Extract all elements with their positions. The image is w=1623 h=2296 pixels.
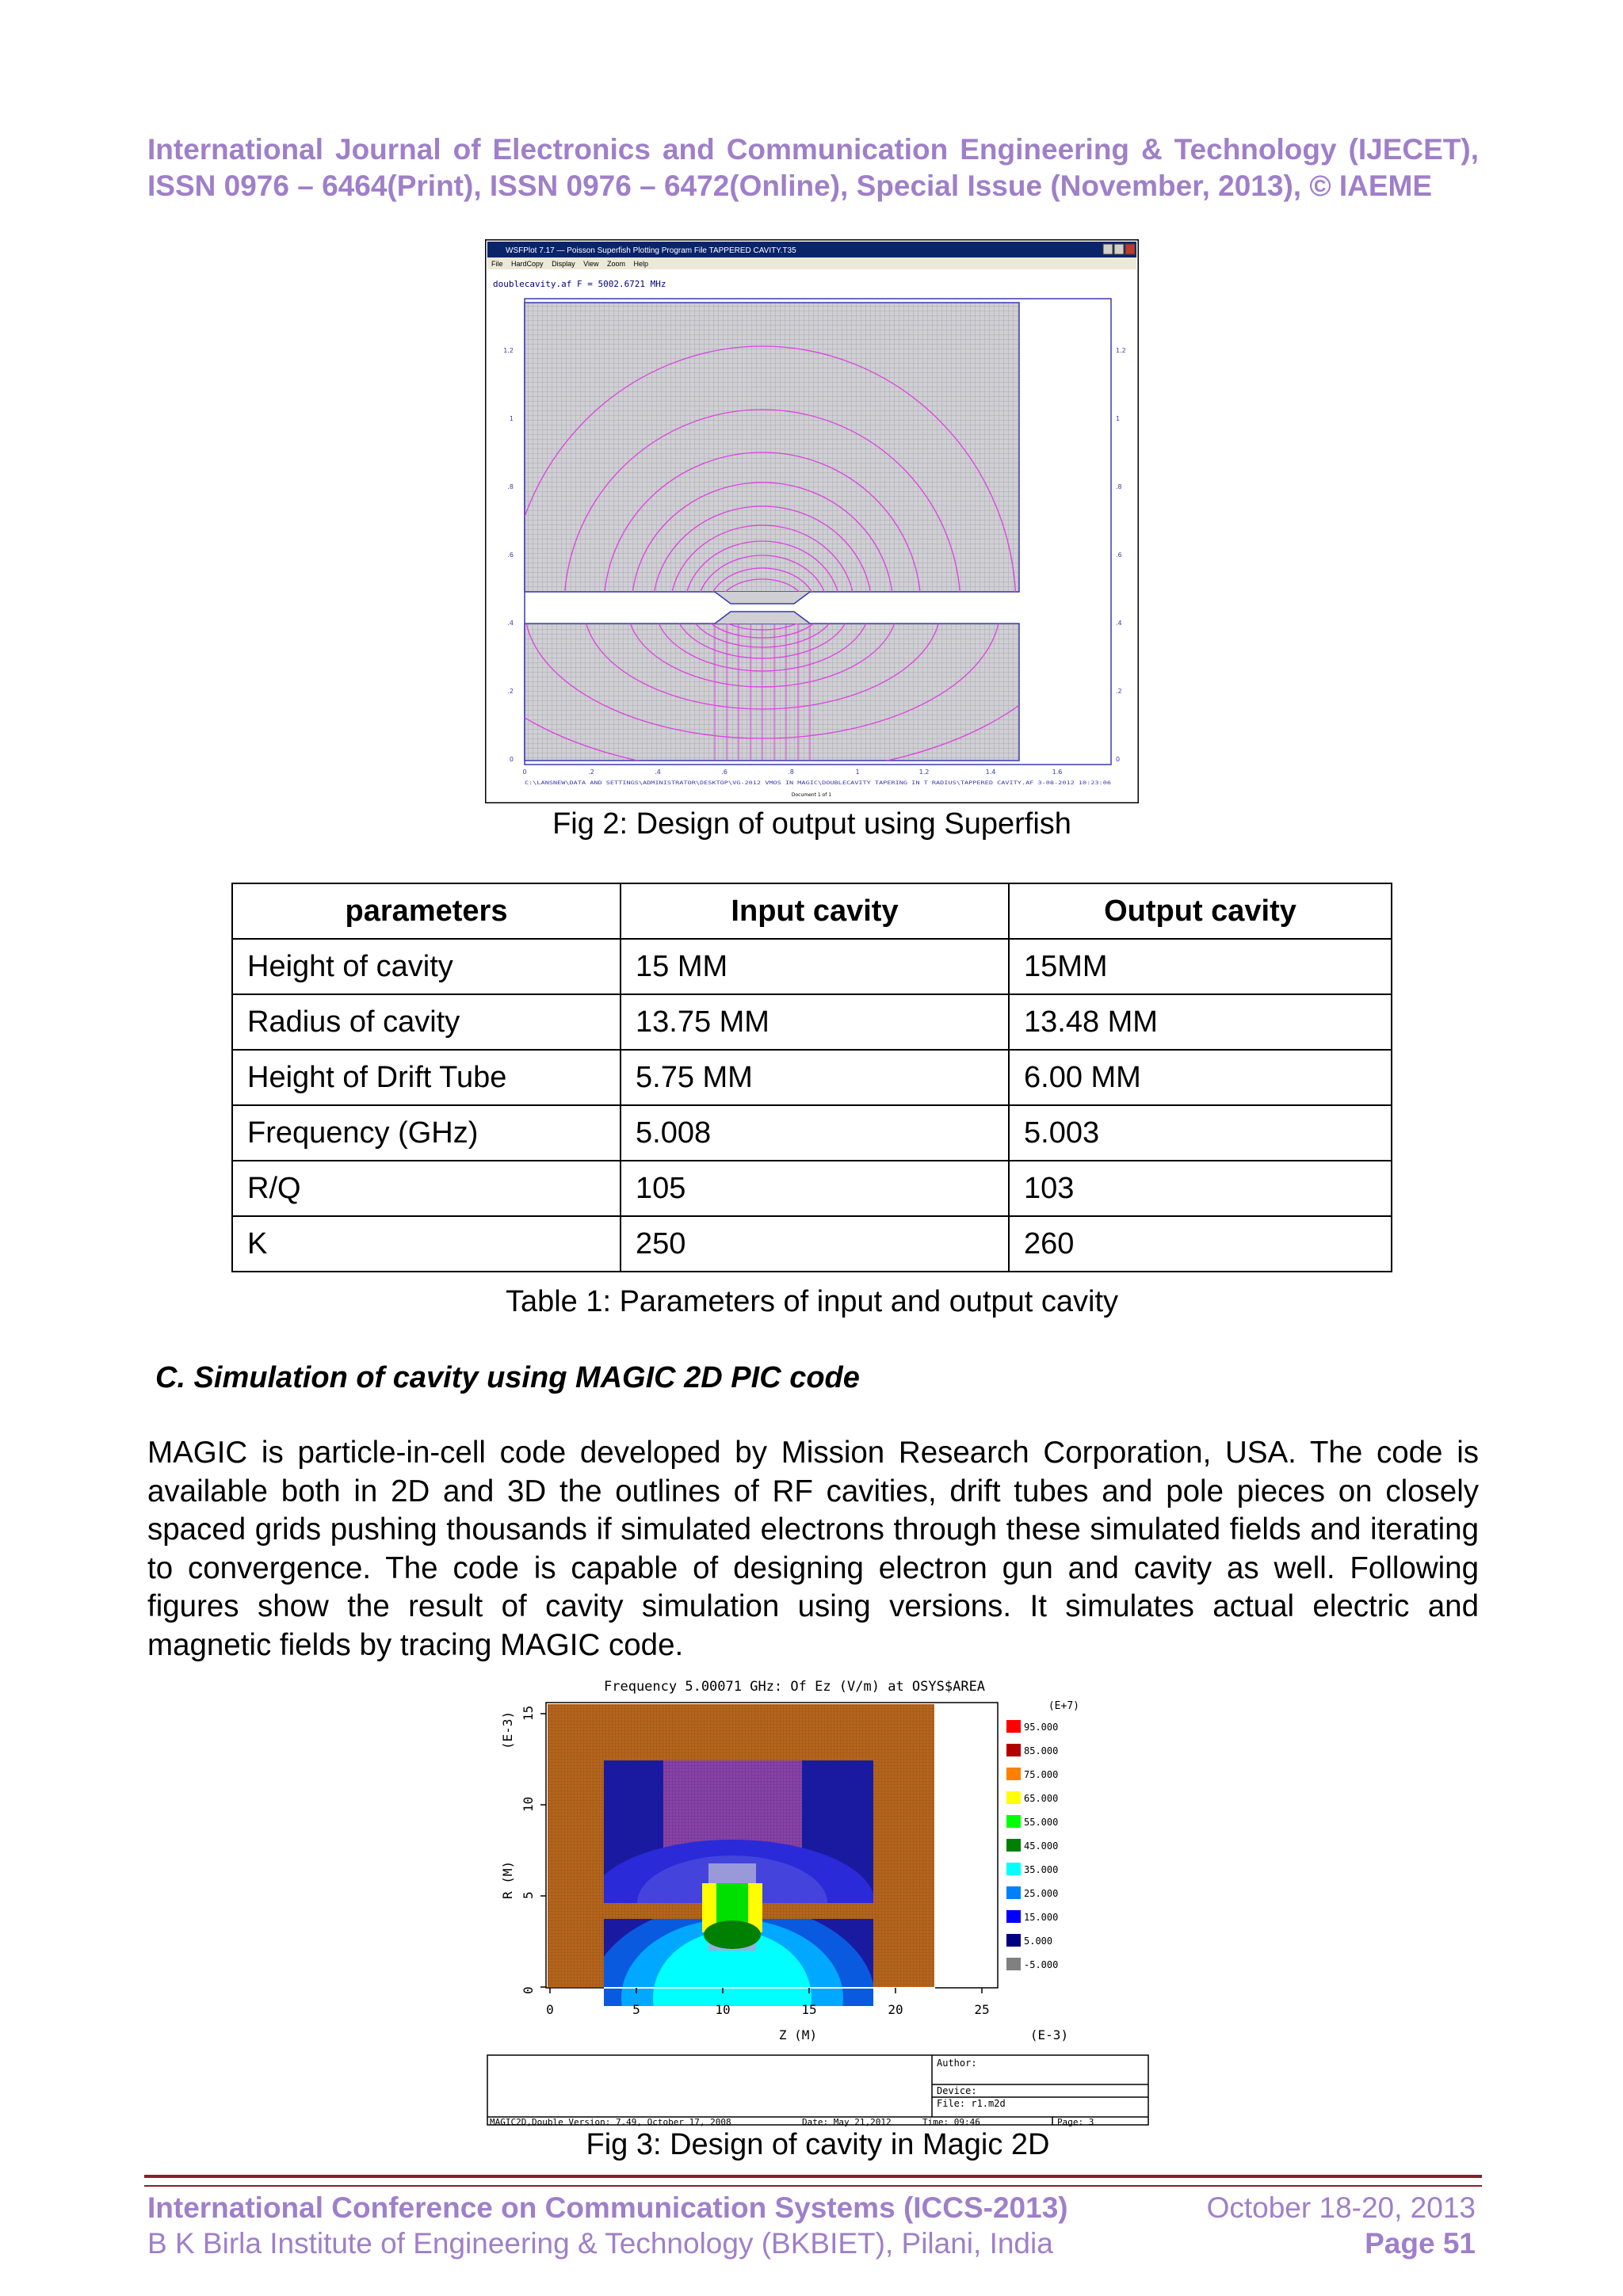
table-header-cell: parameters bbox=[232, 883, 621, 939]
legend-label: 45.000 bbox=[1024, 1840, 1059, 1852]
magic-y-axis bbox=[500, 1706, 536, 1994]
journal-header-line-2: ISSN 0976 – 6464(Print), ISSN 0976 – 6472(Online), Special Issue (November, 2013), © IAEME bbox=[147, 170, 1433, 202]
legend-label: 65.000 bbox=[1024, 1793, 1059, 1804]
legend-label: 55.000 bbox=[1024, 1817, 1059, 1828]
sf-menu-view: View bbox=[583, 260, 599, 268]
table-cell: 260 bbox=[1009, 1216, 1392, 1272]
table-row bbox=[232, 1105, 1392, 1161]
sf-xtick-0-4: .4 bbox=[655, 769, 661, 776]
sf-cavity-lower bbox=[525, 624, 1019, 761]
magic-xtick-20: 20 bbox=[888, 2002, 903, 2017]
sf-xtick-1-6: 1.6 bbox=[1052, 769, 1063, 776]
magic-info-version: MAGIC2D,Double Version: 7.49, October 17, 2008 bbox=[490, 2117, 731, 2127]
sf-status: Document 1 of 1 bbox=[791, 792, 832, 798]
legend-label: 25.000 bbox=[1024, 1888, 1059, 1899]
table-row bbox=[232, 939, 1392, 994]
magic-info-author: Author: bbox=[937, 2058, 977, 2069]
sf-ytick-0-4: .4 bbox=[507, 620, 514, 627]
table-cell: R/Q bbox=[232, 1161, 621, 1216]
table-cell: 103 bbox=[1009, 1161, 1392, 1216]
table-row bbox=[232, 1050, 1392, 1105]
legend-label: 35.000 bbox=[1024, 1864, 1059, 1875]
magic-ylabel: R (M) bbox=[500, 1860, 515, 1899]
table-cell: 5.008 bbox=[621, 1105, 1009, 1161]
magic-legend-scale: (E+7) bbox=[1048, 1700, 1079, 1712]
figure-3-magic bbox=[485, 1673, 1151, 2128]
magic-xtick-5: 5 bbox=[632, 2002, 640, 2017]
magic-info-device: Device: bbox=[937, 2085, 977, 2096]
magic-legend bbox=[1006, 1720, 1058, 1970]
sf-xtick-1: 1 bbox=[855, 769, 860, 776]
sf-ytick-right-0-2: .2 bbox=[1116, 688, 1122, 695]
legend-label: 5.000 bbox=[1024, 1936, 1053, 1947]
footer-page-label: Page 51 bbox=[1365, 2227, 1476, 2260]
sf-ytick-1: 1 bbox=[509, 415, 514, 422]
sf-menu-help: Help bbox=[633, 260, 649, 268]
sf-ytick-right-1-2: 1.2 bbox=[1116, 347, 1126, 354]
table-header-cell: Input cavity bbox=[621, 883, 1009, 939]
table-row bbox=[232, 1216, 1392, 1272]
sf-drift-gap bbox=[715, 592, 810, 604]
footer-conference bbox=[147, 2190, 1068, 2225]
sf-xtick-0-2: .2 bbox=[588, 769, 594, 776]
sf-ytick-right-0-4: .4 bbox=[1116, 620, 1122, 627]
footer-conference-name: International Conference on Communication Systems (ICCS-2013) bbox=[147, 2191, 1068, 2224]
footer-institute: B K Birla Institute of Engineering & Technology (BKBIET), Pilani, India bbox=[147, 2227, 1053, 2260]
footer-page-number bbox=[1365, 2225, 1476, 2261]
table-header-row bbox=[232, 883, 1392, 939]
table-cell: 13.48 MM bbox=[1009, 994, 1392, 1050]
sf-menu-hardcopy: HardCopy bbox=[511, 260, 544, 268]
legend-label: 75.000 bbox=[1024, 1769, 1059, 1780]
magic-xlabel: Z (M) bbox=[778, 2027, 818, 2042]
sf-ytick-0: 0 bbox=[509, 756, 514, 763]
body-paragraph: MAGIC is particle-in-cell code developed by Mission Research Corporation, USA. The code is available both in 2D and 3D the outlines of RF cavities, drift tubes and pole pieces on closely spaced grids pushing thousands if simulated electrons through these simulated fields and iterating to convergence. The code is capable of designing electron gun and cavity as well. Following figures show the result of cavity simulation using versions. It simulates actual electric and magnetic fields by tracing MAGIC code. bbox=[147, 1436, 1479, 1662]
table-cell: 6.00 MM bbox=[1009, 1050, 1392, 1105]
table-1-caption: Table 1: Parameters of input and output cavity bbox=[505, 1285, 1119, 1318]
table-cell: Frequency (GHz) bbox=[232, 1105, 621, 1161]
sf-footer-path: C:\LANSNEW\DATA AND SETTINGS\ADMINISTRATOR\DESKTOP\VG-2012 VMOS IN MAGIC\DOUBLECAVITY TAPERING IN T RADIUS\TAPPERED CAVITY.AF 3-08-2012 10:23:06 bbox=[525, 780, 1112, 786]
journal-header-line-1: International Journal of Electronics and Communication Engineering & Technology (IJECET), bbox=[147, 133, 1479, 166]
sf-ytick-0-8: .8 bbox=[507, 483, 514, 490]
table-cell: 15MM bbox=[1009, 939, 1392, 994]
table-row bbox=[232, 994, 1392, 1050]
table-header-cell: Output cavity bbox=[1009, 883, 1392, 939]
legend-label: 85.000 bbox=[1024, 1745, 1059, 1756]
sf-ytick-right-0-6: .6 bbox=[1116, 551, 1122, 559]
footer-dates: October 18-20, 2013 bbox=[1206, 2191, 1476, 2224]
sf-menu-display: Display bbox=[552, 260, 575, 268]
table-cell: 250 bbox=[621, 1216, 1009, 1272]
magic-x-axis bbox=[546, 2002, 1068, 2042]
table-cell: Height of cavity bbox=[232, 939, 621, 994]
sf-menu-zoom: Zoom bbox=[606, 260, 625, 268]
sf-xtick-0-6: .6 bbox=[721, 769, 727, 776]
magic-ytick-5: 5 bbox=[521, 1891, 536, 1899]
table-cell: Height of Drift Tube bbox=[232, 1050, 621, 1105]
table-cell: K bbox=[232, 1216, 621, 1272]
magic-info-time: Time: 09:46 bbox=[922, 2117, 980, 2127]
legend-label: 15.000 bbox=[1024, 1912, 1059, 1923]
sf-menu-file: File bbox=[491, 260, 503, 268]
sf-xtick-0: 0 bbox=[522, 769, 527, 776]
table-cell: 5.003 bbox=[1009, 1105, 1392, 1161]
sf-ytick-0-6: .6 bbox=[507, 551, 514, 559]
magic-xtick-15: 15 bbox=[801, 2002, 817, 2017]
section-heading: C. Simulation of cavity using MAGIC 2D PIC code bbox=[155, 1361, 860, 1394]
sf-xtick-1-2: 1.2 bbox=[918, 769, 930, 776]
table-row bbox=[232, 1161, 1392, 1216]
magic-xtick-0: 0 bbox=[546, 2002, 554, 2017]
sf-window-title: WSFPlot 7.17 — Poisson Superfish Plotting Program File TAPPERED CAVITY.T35 bbox=[506, 246, 796, 255]
table-cell: 13.75 MM bbox=[621, 994, 1009, 1050]
figure-2-superfish bbox=[485, 239, 1139, 803]
magic-info-file: File: r1.m2d bbox=[937, 2098, 1006, 2109]
legend-label: 95.000 bbox=[1024, 1722, 1059, 1733]
magic-plot-title: Frequency 5.00071 GHz: Of Ez (V/m) at OSYS$AREA bbox=[604, 1679, 986, 1695]
table-cell: 5.75 MM bbox=[621, 1050, 1009, 1105]
magic-info-date: Date: May 21,2012 bbox=[802, 2117, 892, 2127]
table-cell: 15 MM bbox=[621, 939, 1009, 994]
parameters-table bbox=[231, 883, 1392, 1272]
sf-ytick-1-2: 1.2 bbox=[503, 347, 514, 354]
legend-label: -5.000 bbox=[1024, 1959, 1059, 1970]
magic-info-page: Page: 3 bbox=[1057, 2117, 1094, 2127]
sf-xtick-0-8: .8 bbox=[788, 769, 794, 776]
magic-xexp: (E-3) bbox=[1029, 2027, 1069, 2042]
figure-3-caption: Fig 3: Design of cavity in Magic 2D bbox=[586, 2128, 1050, 2161]
svg-text:File HardCopy Disp bbox=[491, 260, 648, 268]
figure-2-caption: Fig 2: Design of output using Superfish bbox=[552, 807, 1071, 841]
table-cell: 105 bbox=[621, 1161, 1009, 1216]
magic-xtick-25: 25 bbox=[974, 2002, 990, 2017]
sf-ytick-0-2: .2 bbox=[507, 688, 514, 695]
sf-ytick-right-0-8: .8 bbox=[1116, 483, 1122, 490]
magic-ytick-15: 15 bbox=[521, 1705, 536, 1721]
table-cell: Radius of cavity bbox=[232, 994, 621, 1050]
magic-yexp: (E-3) bbox=[500, 1711, 515, 1749]
magic-ytick-0: 0 bbox=[521, 1986, 536, 1994]
sf-ytick-right-1: 1 bbox=[1116, 415, 1121, 422]
magic-xtick-10: 10 bbox=[715, 2002, 731, 2017]
magic-info-box bbox=[487, 2055, 1148, 2125]
sf-plot-title: doublecavity.af F = 5002.6721 MHz bbox=[493, 279, 666, 289]
sf-ytick-right-0: 0 bbox=[1116, 756, 1121, 763]
journal-header bbox=[147, 132, 1479, 204]
sf-xtick-1-4: 1.4 bbox=[985, 769, 996, 776]
magic-ytick-10: 10 bbox=[521, 1796, 536, 1812]
footer-rule bbox=[144, 2175, 1482, 2187]
